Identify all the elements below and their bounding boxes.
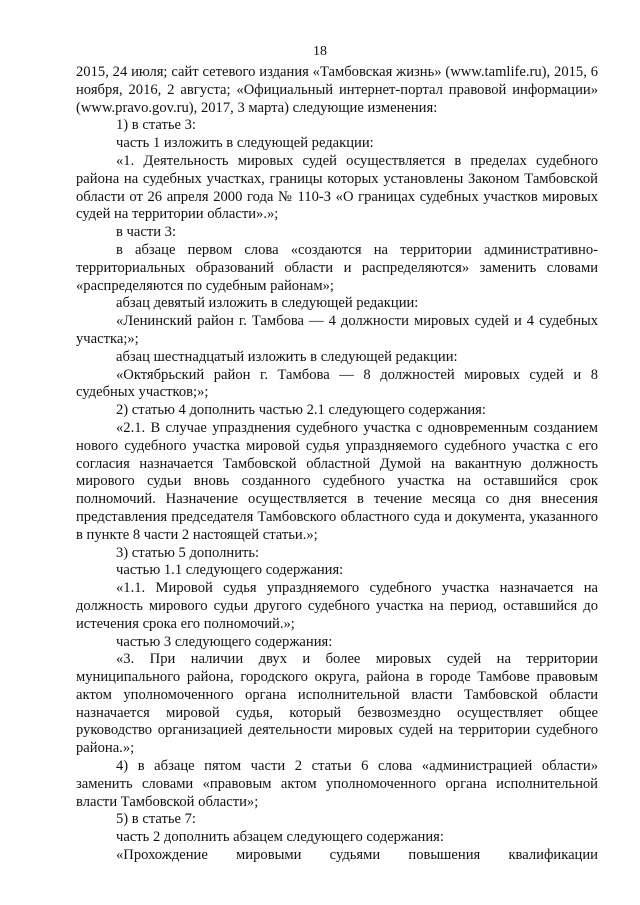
document-paragraph: 1) в статье 3: [116,117,196,134]
document-paragraph: 2) статью 4 дополнить частью 2.1 следующего содержания: [116,402,486,419]
document-paragraph: частью 1.1 следующего содержания: [116,562,344,579]
document-paragraph: в части 3: [116,224,177,241]
document-paragraph: «1. Деятельность мировых судей осуществляется в пределах судебного района на судебных участках, границы которых установлены Законом Тамбовской области от 26 апреля 2000 года № 110-З «О границах судебных участков мировых судей на территории области».»; [76,152,598,223]
document-paragraph: «Ленинский район г. Тамбова — 4 должности мировых судей и 4 судебных участка;»; [76,313,598,347]
document-paragraph: часть 1 изложить в следующей редакции: [116,135,374,152]
document-paragraph: абзац шестнадцатый изложить в следующей редакции: [116,348,458,365]
document-paragraph: «1.1. Мировой судья упраздняемого судебного участка назначается на должность мирового судьи другого судебного участка на период, оставшийся до истечения срока его полномочий.»; [76,580,598,632]
document-paragraph: «Октябрьский район г. Тамбова — 8 должностей мировых судей и 8 судебных участков;»; [76,366,598,401]
page-number: 18 [313,44,327,59]
document-paragraph: частью 3 следующего содержания: [116,633,333,650]
document-paragraph: в абзаце первом слова «создаются на территории административно-территориальных образований области и распределяются» заменить словами «распределяются по судебным районам»; [76,241,598,294]
document-paragraph: «3. При наличии двух и более мировых судей на территории муниципального района, городского округа, района в городе Тамбове правовым актом уполномоченного органа исполнительной власти Тамбовской области назначается мировой судья, который безвозмездно осуществляет общее руководство организацией деятельности мировых судей на территории судебного района.»; [76,651,598,757]
document-paragraph: 4) в абзаце пятом части 2 статьи 6 слова «администрацией области» заменить словами «правовым актом уполномоченного органа исполнительной власти Тамбовской области»; [76,758,598,810]
document-paragraph: 3) статью 5 дополнить: [116,544,260,561]
document-paragraph: 2015, 24 июля; сайт сетевого издания «Тамбовская жизнь» (www.tamlife.ru), 2015, 6 ноября, 2016, 2 августа; «Официальный интернет-портал правовой информации» (www.pravo.gov.ru), 2017, 3 марта) следующие изменения: [76,64,598,116]
document-paragraph: 5) в статье 7: [116,811,196,828]
document-paragraph: часть 2 дополнить абзацем следующего содержания: [116,829,444,846]
document-paragraph: «Прохождение мировыми судьями повышения квалификации [116,847,598,864]
document-paragraph: «2.1. В случае упразднения судебного участка с одновременным созданием нового судебного участка мировой судья упраздняемого судебного участка с его согласия назначается Тамбовской областной Думой на вакантную должность мирового судьи вновь созданного судебного участка на оставшийся срок полномочий. Назначение осуществляется в течение месяца со дня внесения представления председателя Тамбовского областного суда и документа, указанного в пункте 8 части 2 настоящей статьи.»; [76,419,598,543]
document-body [76,64,598,865]
document-paragraph: абзац девятый изложить в следующей редакции: [116,295,419,312]
